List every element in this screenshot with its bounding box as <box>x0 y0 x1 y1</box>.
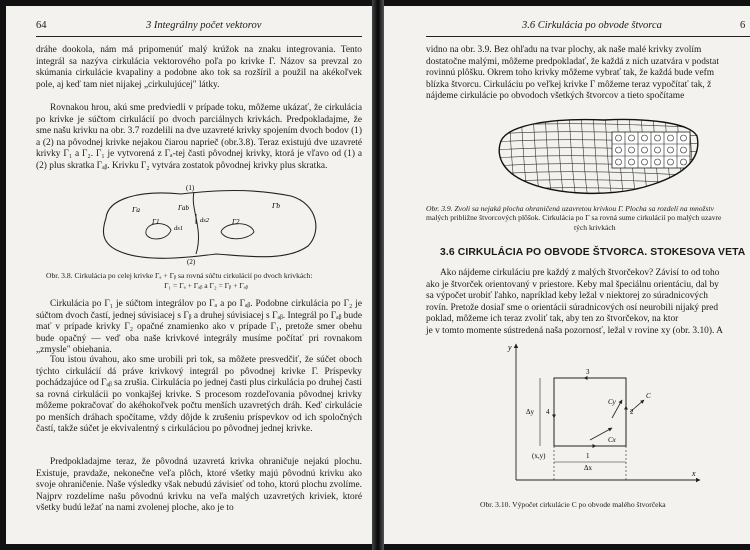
figure-3-8 <box>86 184 326 266</box>
label-ds1: ds1 <box>174 225 184 232</box>
text-line: je v tomto momente sústredená naša pozornosť, ležal v rovine xy (obr. 3.10). A <box>426 325 723 336</box>
c-label: C <box>646 392 651 400</box>
caption-line: Obr. 3.9. Zvoli sa nejaká plocha ohraničená uzavretou krivkou Γ. Plocha sa rozdelí na množstv <box>426 204 714 213</box>
text-line: sa výpočet urobiť ľahko, napríklad keby ležal v niektorej zo súradnicových <box>426 291 708 302</box>
figure-3-9 <box>494 114 704 199</box>
paragraph-5: Predpokladajme teraz, že pôvodná uzavretá krivka ohraničuje nejakú plochu. Existuje, pravdaže, nekonečne veľa plôch, ktoré všetky majú pôvodnú krivku ako svoje ohraničenie. Naše výsledky však nebudú závisieť od toho, ktorú plochu zvolíme. Najprv rozdelíme našu pôvodnú krivku na veľa malých uzavretých kriviek, ktoré všetky budú ležať na nami zvolenej ploche, ako je to <box>36 457 362 514</box>
cx-label: Cx <box>608 436 616 444</box>
label-ds2: ds2 <box>200 217 210 224</box>
page-number: 64 <box>36 20 47 31</box>
text-line: poklad, môžeme ich teraz zvoliť tak, aby ten zo štvorčekov, na ktor <box>426 314 679 325</box>
figure-3-10-caption: Obr. 3.10. Výpočet cirkulácie C po obvode malého štvorčeka <box>480 500 666 509</box>
paragraph-1: dráhe dookola, nám má pripomenúť malý krúžok na znaku integrovania. Tento integrál sa nazýva cirkulácia vektorového poľa po krivke Γ. Názov sa prevzal zo skúmania cirkulácie kvapaliny a podobne ako tok sa rozšíril a použil na akékoľvek pole, aj keď tam niet nijakej „cirkulujúcej" látky. <box>36 45 362 90</box>
side-2-label: 2 <box>630 408 634 416</box>
label-gamma1: Γ1 <box>152 218 160 226</box>
paragraph-2: Rovnakou hrou, akú sme predviedli v prípade toku, môžeme ukázať, že cirkulácia po krivke je súčtom cirkulácií po dvoch parciálnych krivkách. Predpokladajme, že sme našu krivku na obr. 3.7 rozdelili na dve uzavreté krivky spojením dvoch bodov (1) a (2) na pôvodnej krivke nejakou čiarou naprieč (obr.3.8). Teraz existujú dve uzavreté krivky Γ₁ a Γ₂. Γ₁ je vytvorená z Γₐ-tej časti pôvodnej krivky, ktorá je vľavo od (1) a (2) plus skratka Γₐᵦ. Krivku Γ₂ vytvára zostatok pôvodnej krivky plus skratka. <box>36 103 362 171</box>
text-line: Ako nájdeme cirkuláciu pre každý z malých štvorčekov? Závisí to od toho <box>440 268 720 278</box>
paragraph-2 <box>426 268 723 337</box>
paragraph-3: Cirkulácia po Γ₁ je súčtom integrálov po Γₐ a po Γₐᵦ. Podobne cirkulácia po Γ₂ je súčtom dvoch častí, jednej súvisiacej s Γᵦ a druhej súvisiacej s Γₐᵦ. Integrál po Γₐᵦ bude mať v prípade krivky Γ₂ opačné znamienko ako v prípade Γ₁, pretože smer obehu bude opačný — veď oba naše krivkové integrály musíme počítať pri rovnakom „zmysle" obiehania. <box>36 299 362 356</box>
figure-3-8-caption-line2: Γ₁ = Γₐ + Γₐᵦ a Γ₂ = Γᵦ + Γₐᵦ <box>164 281 248 290</box>
running-head: 3.6 Cirkulácia po obvode štvorca <box>522 20 662 31</box>
caption-line: malých približne štvorcových plôšok. Cirkulácia po Γ sa rovná sume cirkulácií po malých uzavre <box>426 213 722 223</box>
header-rule <box>426 36 750 37</box>
text-line: nájdeme cirkulácie po obvodoch všetkých štvorcov a tieto spočítame <box>426 91 685 102</box>
text-line: rovinnú plôšku. Okrem toho krivky môžeme vybrať tak, že každá bude vefm <box>426 68 715 79</box>
figure-3-9-caption <box>426 204 721 232</box>
delta-x-label: Δx <box>584 464 593 472</box>
label-point2: (2) <box>187 258 196 266</box>
text-line: rovín. Pretože dosiaľ sme o orientácii súradnicových osí neurobili nijaký pred <box>426 302 719 313</box>
text-line: ako je štvorček orientovaný v priestore. Keby mal špeciálnu orientáciu, dal by <box>426 279 719 290</box>
book-gutter <box>372 0 384 550</box>
label-gamma2: Γ2 <box>232 218 240 226</box>
text-line: vidno na obr. 3.9. Bez ohľadu na tvar plochy, ak naše malé krivky zvolím <box>426 45 702 55</box>
side-1-label: 1 <box>586 452 590 460</box>
text-line: blízka štvorcu. Cirkuláciu po veľkej krivke Γ môžeme teraz vypočítať tak, ž <box>426 79 712 90</box>
left-page <box>6 6 372 544</box>
section-heading: 3.6 CIRKULÁCIA PO OBVODE ŠTVORCA. STOKESOVA VETA <box>440 247 746 258</box>
axis-x-label: x <box>692 469 696 478</box>
side-3-label: 3 <box>586 368 590 376</box>
figure-3-10 <box>504 340 704 488</box>
cy-label: Cy <box>608 398 616 406</box>
corner-label: (x,y) <box>532 452 546 460</box>
text-line: dostatočne malými, môžeme predpokladať, že každá z nich uzatvára v podstat <box>426 56 719 67</box>
side-4-label: 4 <box>546 408 550 416</box>
label-gamma-ab: Γab <box>178 204 189 212</box>
outer-curve <box>103 191 315 259</box>
paragraph-1 <box>426 45 719 103</box>
figure-3-8-caption-line1: Obr. 3.8. Cirkulácia po celej krivke Γₐ + Γᵦ sa rovná súčtu cirkulácií po dvoch krivkách: <box>46 271 313 280</box>
header-rule <box>36 36 362 37</box>
label-point1: (1) <box>186 184 195 192</box>
label-gamma-b: Γb <box>272 201 281 210</box>
paragraph-4: Tou istou úvahou, ako sme urobili pri tok, sa môžete presvedčiť, že súčet oboch týchto cirkulácií dá práve krivkový integrál po pôvodnej krivke Γ. Príspevky pochádzajúce od Γₐᵦ sa zrušia. Cirkulácia po jednej časti plus cirkulácia po druhej časti sa rovná cirkulácii po vonkajšej krivke. S procesom rozdeľovania pôvodnej krivky môžeme pokračovať do akéhokoľvek počtu menších uzavretých dráh. Keď cirkulácie po menších dráhach spočítame, vždy dôjde k zrušeniu príspevkov od ich spoločných častí, takže súčet je ekvivalentný s cirkuláciou po pôvodnej jednej krivke. <box>36 355 362 435</box>
axis-y-label: y <box>508 343 512 352</box>
label-gamma-a: Γa <box>132 205 141 214</box>
caption-line: tých krivkách <box>574 222 616 232</box>
right-page <box>384 6 750 544</box>
page-number-partial: 6 <box>740 20 746 31</box>
running-head: 3 Integrálny počet vektorov <box>146 20 262 31</box>
delta-y-label: Δy <box>526 408 535 416</box>
grid-mesh <box>494 114 704 199</box>
